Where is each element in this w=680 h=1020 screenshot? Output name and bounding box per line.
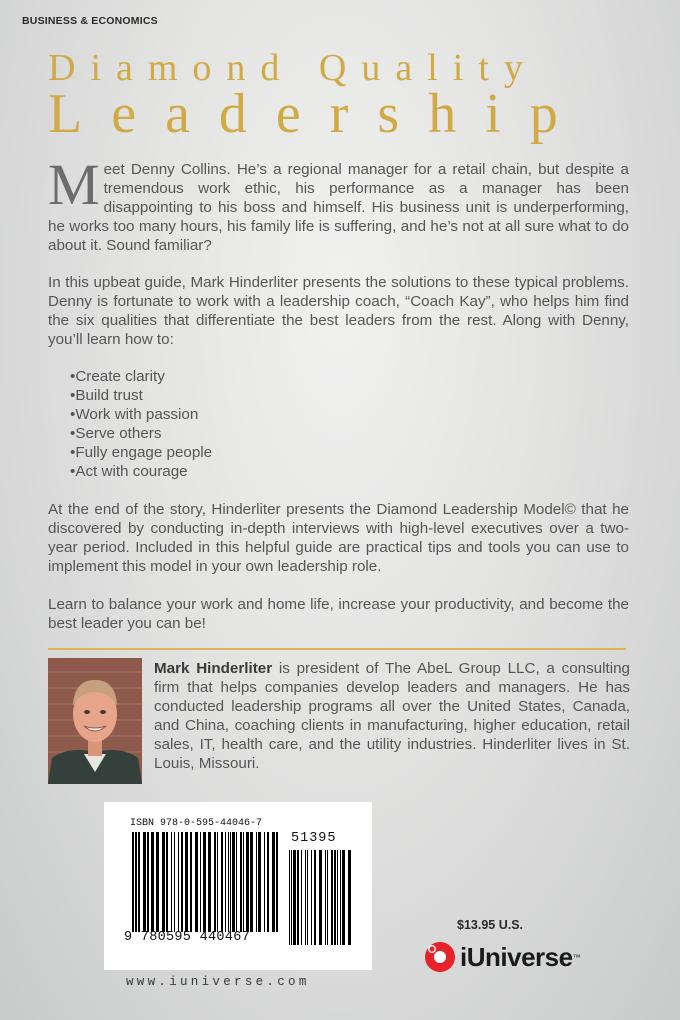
title-line-2: Leadership: [48, 83, 587, 145]
barcode-bar: [230, 832, 231, 932]
list-item: • Serve others: [70, 424, 212, 443]
barcode-bar: [240, 832, 242, 932]
barcode-bar: [185, 832, 188, 932]
model-paragraph: At the end of the story, Hinderliter presents the Diamond Leadership Model© that he discovered by conducting in-depth interviews with high-level executives over a two-year period. Included in this helpful guide are practical tips and tools you can use to implement this model in your own leadership role.: [48, 501, 629, 575]
barcode-bar: [342, 850, 345, 945]
barcode-bar: [256, 832, 257, 932]
barcode-bar: [267, 832, 269, 932]
publisher-name: iUniverse: [460, 941, 573, 972]
barcode-bar: [208, 832, 211, 932]
barcode-bar: [325, 850, 326, 945]
barcode-bar: [203, 832, 206, 932]
isbn-label: ISBN 978-0-595-44046-7: [130, 818, 263, 829]
author-bio: [154, 659, 630, 773]
barcode-bar: [151, 832, 154, 932]
barcode-bar: [293, 850, 296, 945]
intro-text: eet Denny Collins. He’s a regional manager for a retail chain, but despite a tremendous work ethic, his performance as a manager has been disappointing to his boss and himself. His business unit is underperforming, he works too many hours, his family life is suffering, and he’s not at all sure what to do about it. Sound familiar?: [48, 161, 629, 254]
price-barcode: [289, 850, 351, 945]
barcode-bar: [334, 850, 336, 945]
barcode-bar: [327, 850, 328, 945]
barcode-bar: [276, 832, 278, 932]
barcode-bar: [228, 832, 229, 932]
barcode-bar: [166, 832, 168, 932]
barcode-bar: [331, 850, 333, 945]
barcode-bar: [314, 850, 316, 945]
list-item: • Build trust: [70, 386, 212, 405]
barcode-bar: [156, 832, 159, 932]
divider: [48, 648, 626, 650]
author-photo: [48, 658, 142, 784]
barcode-bar: [178, 832, 179, 932]
barcode-bar: [305, 850, 306, 945]
summary-paragraph: In this upbeat guide, Mark Hinderliter presents the solutions to these typical problems. Denny is fortunate to work with a leadership coach, “Coach Kay”, who helps him find the six qualities that differentiate the best leaders from the rest. Along with Denny, you’ll learn how to:: [48, 274, 629, 348]
barcode-bar: [135, 832, 137, 932]
isbn-barcode: [132, 832, 280, 932]
list-item: • Work with passion: [70, 405, 212, 424]
list-item: • Fully engage people: [70, 443, 212, 462]
iuniverse-logo-icon: [424, 941, 456, 973]
barcode-bar: [221, 832, 223, 932]
barcode-bar: [272, 832, 275, 932]
barcode-bar: [297, 850, 299, 945]
barcode-bar: [174, 832, 175, 932]
barcode-bar: [236, 832, 237, 932]
isbn-digits: 9 780595 440467: [124, 930, 251, 945]
barcode-bar: [200, 832, 201, 932]
publisher-logo: [424, 940, 581, 974]
barcode-bar: [307, 850, 308, 945]
intro-paragraph: [48, 152, 629, 255]
barcode-bar: [232, 832, 235, 932]
barcode-bar: [171, 832, 172, 932]
barcode-bar: [246, 832, 249, 932]
barcode-bar: [181, 832, 183, 932]
barcode-bar: [258, 832, 261, 932]
barcode-box: [104, 802, 372, 970]
barcode-bar: [337, 850, 338, 945]
barcode-bar: [264, 832, 265, 932]
list-item: • Act with courage: [70, 462, 212, 481]
drop-cap: M: [48, 152, 100, 217]
barcode-bar: [301, 850, 302, 945]
barcode-bar: [162, 832, 165, 932]
closing-paragraph: Learn to balance your work and home life, increase your productivity, and become the best leader you can be!: [48, 596, 629, 632]
qualities-list: [70, 367, 212, 481]
title-line-1: Diamond Quality: [48, 47, 538, 89]
barcode-bar: [225, 832, 226, 932]
category-label: BUSINESS & ECONOMICS: [22, 15, 158, 27]
barcode-bar: [190, 832, 192, 932]
price-label: $13.95 U.S.: [457, 918, 524, 932]
barcode-bar: [311, 850, 312, 945]
barcode-bar: [132, 832, 134, 932]
publisher-website: www.iuniverse.com: [126, 975, 310, 989]
barcode-bar: [138, 832, 140, 932]
author-name: Mark Hinderliter: [154, 660, 273, 677]
list-item: • Create clarity: [70, 367, 212, 386]
trademark: ™: [572, 952, 581, 962]
barcode-bar: [195, 832, 198, 932]
author-bio-text: is president of The AbeL Group LLC, a consulting firm that helps companies develop leaders and managers. He has conducted leadership programs all over the United States, Canada, and China, coaching clients in manufacturing, higher education, retail sales, IT, health care, and the utility industries. Hinderliter lives in St. Louis, Missouri.: [154, 660, 630, 772]
barcode-bar: [291, 850, 292, 945]
barcode-bar: [348, 850, 351, 945]
barcode-bar: [143, 832, 146, 932]
barcode-bar: [319, 850, 322, 945]
barcode-bar: [340, 850, 341, 945]
barcode-bar: [250, 832, 253, 932]
barcode-bar: [147, 832, 149, 932]
barcode-bar: [243, 832, 244, 932]
price-code: 51395: [291, 831, 337, 846]
barcode-bar: [217, 832, 218, 932]
barcode-bar: [214, 832, 216, 932]
barcode-bar: [289, 850, 290, 945]
